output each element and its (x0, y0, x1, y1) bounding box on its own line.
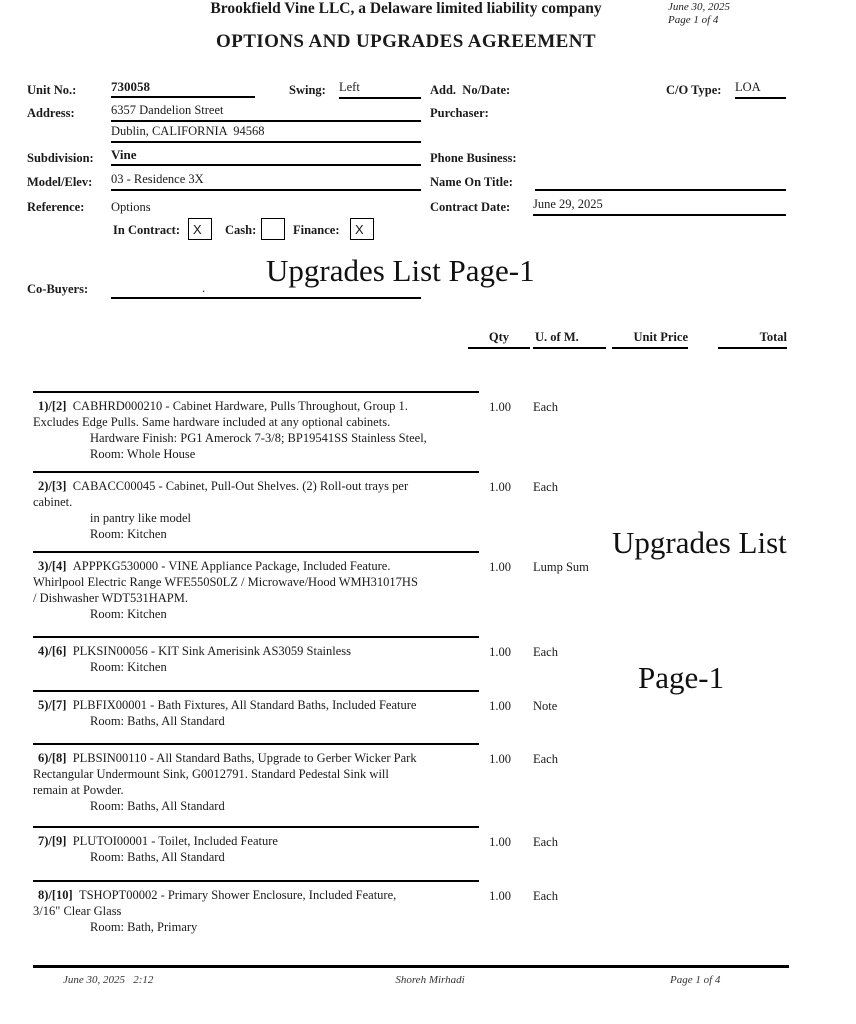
header-date-page (668, 1, 730, 27)
item-uom: Each (533, 889, 558, 903)
row-separator-line (33, 826, 479, 828)
item-qty: 1.00 (489, 400, 511, 414)
item-uom: Each (533, 400, 558, 414)
co-type-value: LOA (735, 80, 786, 99)
row-separator-line (33, 690, 479, 692)
subdivision-value: Vine (111, 147, 421, 166)
phone-business-label: Phone Business: (430, 151, 517, 165)
item-uom: Each (533, 835, 558, 849)
item-uom: Each (533, 752, 558, 766)
address-label: Address: (27, 106, 75, 120)
row-separator-line (33, 880, 479, 882)
watermark-inline: Upgrades List Page-1 (266, 253, 535, 288)
item-description: 1)/[2] CABHRD000210 - Cabinet Hardware, Pulls Throughout, Group 1. Excludes Edge Pulls. Same hardware included at any optional cabinets. Hardware Finish: PG1 Amerock 7-3/8; BP19541SS Stainless Steel, Room: Whole House (33, 399, 427, 461)
item-uom: Each (533, 645, 558, 659)
item-description: 3)/[4] APPPKG530000 - VINE Appliance Package, Included Feature. Whirlpool Electric Range WFE550S0LZ / Microwave/Hood WMH31017HS / Dishwasher WDT531HAPM. Room: Kitchen (33, 559, 418, 621)
swing-label: Swing: (289, 83, 326, 97)
item-qty: 1.00 (489, 699, 511, 713)
table-row (33, 880, 825, 935)
watermark-side-line1: Upgrades List (612, 525, 787, 560)
name-on-title-label: Name On Title: (430, 175, 513, 189)
item-uom: Note (533, 699, 558, 713)
address-line2: Dublin, CALIFORNIA 94568 (111, 124, 421, 143)
item-description: 4)/[6] PLKSIN00056 - KIT Sink Amerisink AS3059 Stainless Room: Kitchen (38, 644, 351, 674)
footer-page-number: Page 1 of 4 (670, 974, 721, 986)
item-description: 8)/[10] TSHOPT00002 - Primary Shower Enclosure, Included Feature, 3/16" Clear Glass Room: Bath, Primary (33, 888, 397, 934)
contract-date-value: June 29, 2025 (533, 197, 786, 216)
reference-label: Reference: (27, 200, 85, 214)
item-qty: 1.00 (489, 835, 511, 849)
item-description: 2)/[3] CABACC00045 - Cabinet, Pull-Out Shelves. (2) Roll-out trays per cabinet. in pantry like model Room: Kitchen (33, 479, 409, 541)
row-separator-line (33, 471, 479, 473)
table-row (33, 391, 825, 462)
cash-label: Cash: (225, 223, 257, 237)
co-buyers-label: Co-Buyers: (27, 282, 89, 296)
table-row (33, 636, 825, 675)
row-separator-line (33, 636, 479, 638)
contract-date-label: Contract Date: (430, 200, 511, 214)
finance-checkbox: X (350, 218, 374, 240)
finance-label: Finance: (293, 223, 340, 237)
table-row (33, 826, 825, 865)
co-type-label: C/O Type: (666, 83, 722, 97)
company-name: Brookfield Vine LLC, a Delaware limited liability company (210, 0, 602, 17)
item-uom: Each (533, 480, 558, 494)
item-description: 5)/[7] PLBFIX00001 - Bath Fixtures, All Standard Baths, Included Feature Room: Baths, All Standard (38, 698, 417, 728)
row-separator-line (33, 743, 479, 745)
header-page-number: Page 1 of 4 (668, 14, 719, 26)
total-column-header: Total (718, 330, 787, 349)
table-row (33, 743, 825, 814)
uom-column-header: U. of M. (533, 330, 606, 349)
table-row (33, 551, 825, 622)
purchaser-label: Purchaser: (430, 106, 489, 120)
unit-no-value: 730058 (111, 79, 255, 98)
swing-value: Left (339, 80, 421, 99)
table-row (33, 690, 825, 729)
item-description: 7)/[9] PLUTOI00001 - Toilet, Included Feature Room: Baths, All Standard (38, 834, 278, 864)
item-description: 6)/[8] PLBSIN00110 - All Standard Baths, Upgrade to Gerber Wicker Park Rectangular Undermount Sink, G0012791. Standard Pedestal Sink will remain at Powder. Room: Baths, All Standard (33, 751, 417, 813)
item-qty: 1.00 (489, 645, 511, 659)
footer-rule (33, 965, 789, 968)
table-row (33, 471, 825, 542)
row-separator-line (33, 391, 479, 393)
reference-value: Options (111, 200, 151, 214)
cash-checkbox (261, 218, 285, 240)
document-title: OPTIONS AND UPGRADES AGREEMENT (216, 31, 596, 52)
model-elev-value: 03 - Residence 3X (111, 172, 421, 191)
footer-preparer: Shoreh Mirhadi (395, 974, 465, 986)
subdivision-label: Subdivision: (27, 151, 94, 165)
watermark-side-line2: Page-1 (638, 660, 725, 695)
row-separator-line (33, 551, 479, 553)
item-qty: 1.00 (489, 752, 511, 766)
item-qty: 1.00 (489, 560, 511, 574)
unit-price-column-header: Unit Price (612, 330, 688, 349)
add-no-date-label: Add. No/Date: (430, 83, 511, 97)
item-qty: 1.00 (489, 889, 511, 903)
in-contract-checkbox: X (188, 218, 212, 240)
footer-datetime: June 30, 2025 2:12 (63, 974, 154, 986)
item-uom: Lump Sum (533, 560, 589, 574)
co-buyers-dot: . (202, 281, 206, 295)
item-qty: 1.00 (489, 480, 511, 494)
name-on-title-value (535, 172, 786, 191)
unit-no-label: Unit No.: (27, 83, 77, 97)
qty-column-header: Qty (468, 330, 530, 349)
model-elev-label: Model/Elev: (27, 175, 93, 189)
in-contract-label: In Contract: (113, 223, 181, 237)
header-date: June 30, 2025 (668, 1, 731, 13)
address-line1: 6357 Dandelion Street (111, 103, 421, 122)
